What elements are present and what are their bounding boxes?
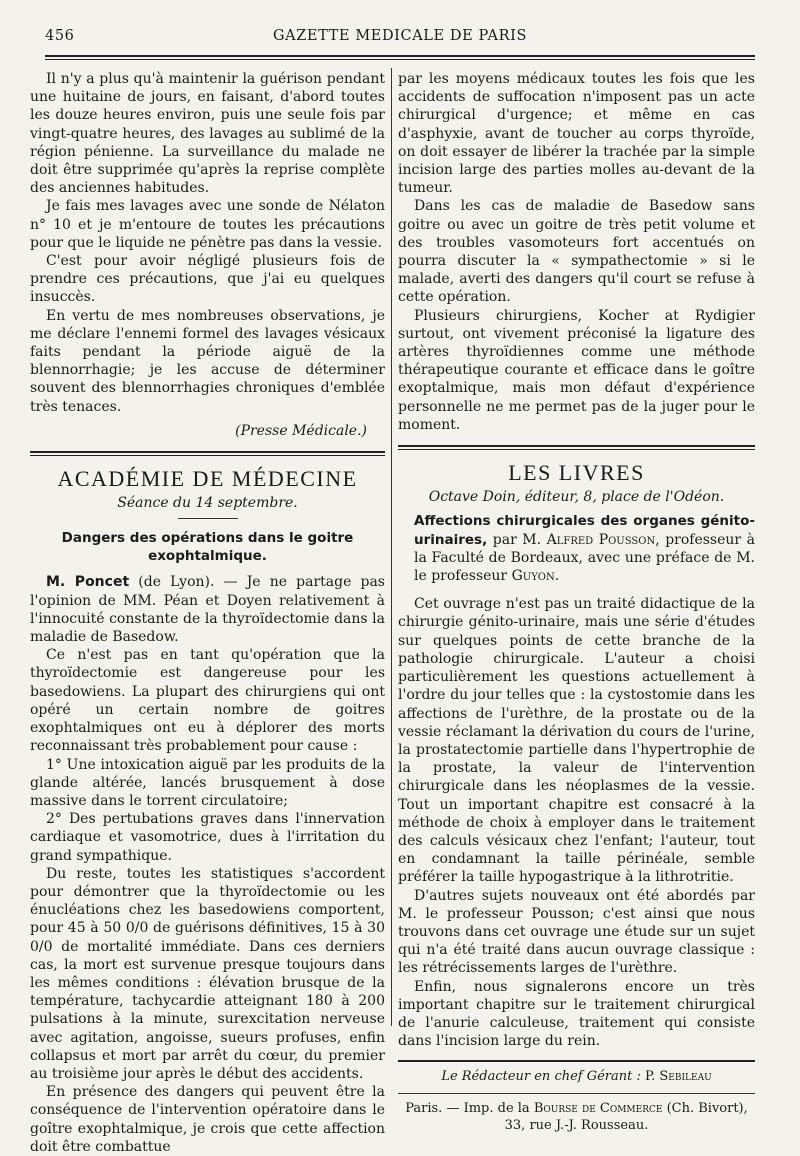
left-column	[30, 70, 385, 1156]
book-entry	[398, 512, 755, 585]
section-separator	[398, 445, 755, 450]
body-paragraph: Plusieurs chirurgiens, Kocher at Rydigier surtout, ont vivement préconisé la ligature des artères thyroïdiennes comme une méthode thérapeutique courante et efficace dans le goître exoptalmique, mais mon défaut d'expérience personnelle ne me permet pas de la juger pour le moment.	[398, 307, 755, 433]
publisher-line: Octave Doin, éditeur, 8, place de l'Odéon.	[428, 489, 725, 506]
imprint-text: (Ch. Bivort),	[662, 1100, 748, 1116]
redacteur-line	[398, 1068, 755, 1086]
redacteur-name: P. Sebileau	[645, 1069, 712, 1085]
author-place: (de Lyon). —	[129, 574, 247, 591]
seance-date: Séance du 14 septembre.	[117, 495, 298, 512]
section-title-academie: ACADÉMIE DE MÉDECINE	[57, 466, 358, 492]
article-title: Dangers des opérations dans le goitre exophtalmique.	[61, 530, 354, 565]
header-rule	[45, 55, 755, 60]
body-paragraph: En présence des dangers qui peuvent être la conséquence de l'intervention opératoire dans le goître exophtalmique, je crois que cette affection doit être combattue	[30, 1084, 385, 1155]
imprint	[398, 1100, 755, 1134]
column-divider	[391, 68, 392, 1026]
page-header	[45, 28, 755, 50]
intro-paragraph: C'est pour avoir négligé plusieurs fois de prendre ces précautions, que j'ai eu quelques insuccès.	[30, 253, 385, 306]
body-paragraph: Dans les cas de maladie de Basedow sans goitre ou avec un goitre de très petit volume et des troubles vasomoteurs fort accentués on pourra discuter la « sympathectomie » si le malade, averti des dangers qu'il court se refuse à cette opération.	[398, 198, 755, 306]
section-title-livres: LES LIVRES	[508, 460, 645, 486]
review-paragraph: Enfin, nous signalerons encore un très important chapitre sur le traitement chirurgical de l'anurie calculeuse, traitement qui consiste dans l'incision large du rein.	[398, 978, 755, 1050]
paragraph-text: Je ne partage pas l'opinion de MM. Péan et Doyen relativement à l'innocuité constante de la thyroïdectomie dans la maladie de Basedow.	[30, 574, 385, 646]
intro-paragraph: En vertu de mes nombreuses observations, je me déclare l'ennemi formel des lavages vésicaux faits pendant la période aiguë de la blennorrhagie; je les accuse de déterminer souvent des blennorrhagies chroniques d'emblée très tenaces.	[30, 307, 385, 415]
section-separator	[30, 451, 385, 456]
body-paragraph: Ce n'est pas en tant qu'opération que la thyroïdectomie est dangereuse pour les basedowiens. La plupart des chirurgiens qui ont opéré un certain nombre de goitres exophtalmiques ont eu à déplorer des morts reconnaissant très probablement pour cause :	[30, 647, 385, 755]
body-paragraph	[30, 573, 385, 646]
imprint-company: Bourse de Commerce	[533, 1100, 663, 1116]
source-signature: (Presse Médicale.)	[235, 422, 367, 439]
redacteur-label: Le Rédacteur en chef Gérant :	[441, 1069, 646, 1085]
book-title: Affections chirurgicales des organes génito-urinaires,	[414, 513, 755, 548]
body-paragraph: 2° Des pertubations graves dans l'innervation cardiaque et vasomotrice, dues à l'irritation du grand sympathique.	[30, 811, 385, 864]
body-paragraph: 1° Une intoxication aiguë par les produits de la glande altérée, lancés brusquement à dose massive dans le torrent circulatoire;	[30, 756, 385, 809]
body-paragraph: par les moyens médicaux toutes les fois que les accidents de suffocation n'imposent pas un acte chirurgical d'urgence; et même en cas d'asphyxie, avant de toucher au corps thyroïde, on doit essayer de libérer la trachée par la simple incision large des parties molles au-devant de la tumeur.	[398, 71, 755, 197]
review-paragraph: D'autres sujets nouveaux ont été abordés par M. le professeur Pousson; c'est ainsi que nous trouvons dans cet ouvrage une étude sur un sujet qui n'a été traité dans aucun ouvrage classique : les rétrécissements larges de l'urèthre.	[398, 887, 755, 977]
book-preface-author: Guyon	[511, 568, 555, 585]
book-desc: , professeur à la Faculté de Bordeaux, avec une préface de M. le professeur	[414, 531, 755, 585]
short-rule	[178, 518, 238, 519]
page-number: 456	[45, 28, 75, 44]
review-paragraph: Cet ouvrage n'est pas un traité didactique de la chirurgie génito-urinaire, mais une série d'études sur quelques points de cette branche de la pathologie chirurgicale. L'auteur a choisi particulièrement les questions actuellement à l'ordre du jour telles que : la cystostomie dans les affections de l'urèthre, de la prostate ou de la vessie réclamant la dérivation du cours de l'urine, la prostatectomie partielle dans l'hypertrophie de la prostate, la valeur de l'intervention chirurgicale dans les néoplasmes de la vessie. Tout un important chapitre est consacré à la méthode de choix à employer dans le traitement des calculs vésicaux chez l'enfant; l'auteur, tout en condamnant la taille périnéale, semble préférer la taille hypogastrique à la lithrotritie.	[398, 596, 755, 886]
author-name: M. Poncet	[46, 574, 130, 591]
imprint-text: Paris. — Imp. de la	[405, 1100, 534, 1116]
book-author: Alfred Pousson	[546, 531, 656, 548]
intro-paragraph: Il n'y a plus qu'à maintenir la guérison pendant une huitaine de jours, en faisant, d'abord toutes les douze heures environ, puis une seule fois par vingt-quatre heures, des lavages au sublimé de la région pénienne. La surveillance du malade ne doit être supprimée qu'après la reprise complète des anciennes habitudes.	[30, 71, 385, 197]
right-column	[398, 70, 755, 1134]
book-end: .	[554, 568, 560, 585]
imprint-rule	[398, 1093, 755, 1094]
book-by: par M.	[487, 531, 547, 548]
imprint-line-1	[398, 1100, 755, 1117]
footer-rule	[398, 1060, 755, 1062]
journal-title: GAZETTE MEDICALE DE PARIS	[273, 28, 527, 44]
body-paragraph: Du reste, toutes les statistiques s'accordent pour démontrer que la thyroïdectomie ou les énucléations chez les basedowiens comportent, pour 45 à 50 0/0 de guérisons définitives, 15 à 30 0/0 de mortalité immédiate. Dans ces derniers cas, la mort est survenue presque toujours dans les mêmes conditions : élévation brusque de la température, tachycardie atteignant 180 à 200 pulsations à la minute, surexcitation nerveuse avec agitation, angoisse, sueurs profuses, enfin collapsus et mort par arrêt du cœur, du premier au troisième jour après le début des accidents.	[30, 865, 385, 1082]
imprint-line-2: 33, rue J.-J. Rousseau.	[504, 1117, 649, 1133]
intro-paragraph: Je fais mes lavages avec une sonde de Nélaton n° 10 et je m'entoure de toutes les précautions pour que le liquide ne pénètre pas dans la vessie.	[30, 198, 385, 251]
